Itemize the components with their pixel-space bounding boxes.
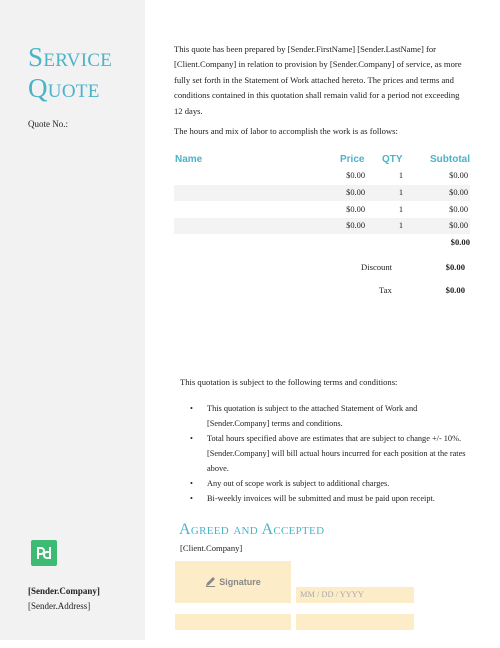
col-header-price: Price xyxy=(340,154,365,165)
row-subtotal: $0.00 xyxy=(449,171,468,180)
row-subtotal: $0.00 xyxy=(449,221,468,230)
table-row[interactable] xyxy=(174,202,470,218)
signature-label: Signature xyxy=(219,577,261,587)
title-field[interactable] xyxy=(296,614,414,630)
row-subtotal: $0.00 xyxy=(449,188,468,197)
pandadoc-logo-icon xyxy=(31,540,57,566)
quote-number-label: Quote No.: xyxy=(28,119,68,129)
table-row[interactable] xyxy=(174,168,470,184)
title-line-1: Service xyxy=(28,42,113,72)
discount-value[interactable]: $0.00 xyxy=(445,262,465,272)
page-bottom-margin xyxy=(0,640,500,648)
sender-address: [Sender.Address] xyxy=(28,601,91,611)
list-item: • Any out of scope work is subject to additional charges. xyxy=(190,476,475,491)
agreed-heading: Agreed and Accepted xyxy=(179,521,325,538)
signature-field[interactable] xyxy=(175,561,291,603)
pen-icon xyxy=(205,576,216,589)
table-row[interactable] xyxy=(174,218,470,234)
row-qty: 1 xyxy=(398,171,403,180)
total-value: $0.00 xyxy=(450,237,470,247)
hours-text: The hours and mix of labor to accomplish the work is as follows: xyxy=(174,126,398,136)
title-line-2: Quote xyxy=(28,73,100,103)
terms-intro: This quotation is subject to the following terms and conditions: xyxy=(180,377,398,387)
page-title xyxy=(28,42,112,104)
list-item: • Bi-weekly invoices will be submitted and must be paid upon receipt. xyxy=(190,491,475,506)
row-price: $0.00 xyxy=(346,205,365,214)
tax-label: Tax xyxy=(379,285,392,295)
sidebar xyxy=(0,0,145,640)
row-price: $0.00 xyxy=(346,171,365,180)
row-price: $0.00 xyxy=(346,188,365,197)
table-row[interactable] xyxy=(174,185,470,201)
col-header-qty: QTY xyxy=(382,154,403,165)
date-field[interactable]: MM / DD / YYYY xyxy=(296,587,414,603)
name-field[interactable] xyxy=(175,614,291,630)
col-header-subtotal: Subtotal xyxy=(430,154,470,165)
row-qty: 1 xyxy=(398,221,403,230)
row-qty: 1 xyxy=(398,188,403,197)
row-qty: 1 xyxy=(398,205,403,214)
intro-paragraph: This quote has been prepared by [Sender.FirstName] [Sender.LastName] for [Client.Company] in relation to provision by [Sender.Company] of service, as more fully set forth in the Statement of Work attached hereto. The prices and terms and conditions contained in this quotation shall remain valid for a period not exceeding 12 days. xyxy=(174,44,462,116)
col-header-name: Name xyxy=(175,154,203,165)
terms-list xyxy=(190,401,475,506)
client-company: [Client.Company] xyxy=(180,543,243,553)
sender-company: [Sender.Company] xyxy=(28,586,100,596)
discount-label: Discount xyxy=(361,262,393,272)
list-item: • Total hours specified above are estimates that are subject to change +/- 10%. [Sender.Company] will bill actual hours incurred for each position at the rates above. xyxy=(190,431,475,476)
row-price: $0.00 xyxy=(346,221,365,230)
list-item: • This quotation is subject to the attached Statement of Work and [Sender.Company] terms and conditions. xyxy=(190,401,475,431)
tax-value[interactable]: $0.00 xyxy=(445,285,465,295)
row-subtotal: $0.00 xyxy=(449,205,468,214)
